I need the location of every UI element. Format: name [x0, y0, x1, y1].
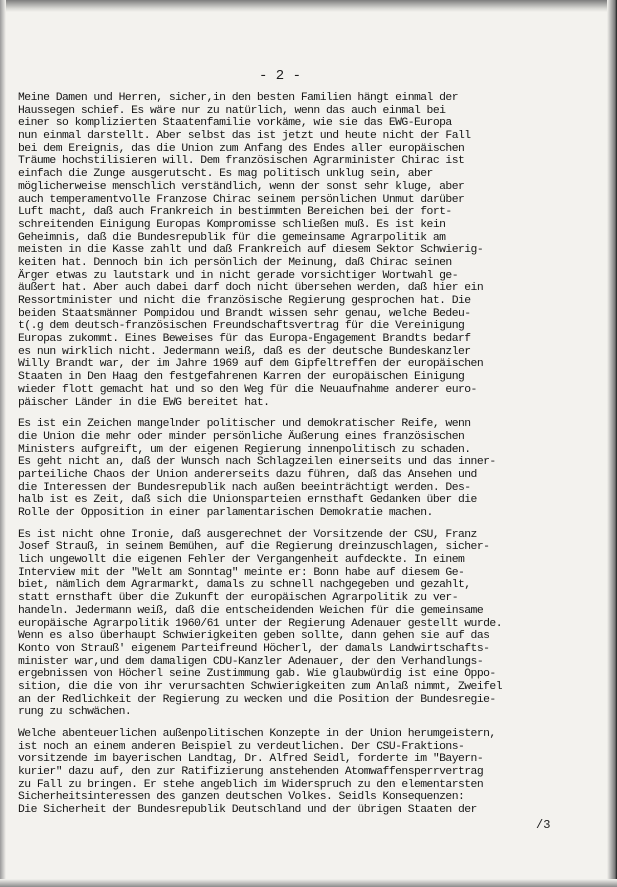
paragraph-2: [18, 418, 590, 520]
paragraph-4: [18, 728, 590, 817]
text-line: äußert hat. Aber auch dabei darf doch nicht übersehen werden, daß hier ein: [18, 282, 484, 295]
text-line: Ministers aufgreift, um der eigenen Regierung innenpolitisch zu schaden.: [18, 443, 471, 456]
text-line: parteiliche Chaos der Union andererseits dazu führen, daß das Ansehen und: [18, 468, 477, 481]
page-number: - 2 -: [258, 68, 301, 84]
text-line: möglicherweise menschlich verständlich, wenn der sonst sehr kluge, aber: [18, 180, 465, 193]
text-line: rung zu schwächen.: [18, 706, 132, 719]
text-line: ergebnissen von Höcherl seine Zustimmung gab. Wie glaubwürdig ist eine Oppo-: [18, 668, 496, 681]
text-line: Ärger etwas zu lautstark und in nicht gerade vorsichtiger Wortwahl ge-: [18, 269, 458, 282]
text-line: beiden Staatsmänner Pompidou und Brandt wissen sehr genau, welche Bedeu-: [18, 307, 471, 320]
text-line: Sicherheitsinteressen des ganzen deutschen Volkes. Seidls Konsequenzen:: [18, 791, 465, 804]
text-line: Rolle der Opposition in einer parlamentarischen Demokratie machen.: [18, 507, 433, 519]
text-line: es nun wirklich nicht. Jedermann weiß, daß es der deutsche Bundeskanzler: [18, 345, 471, 358]
text-line: wieder flott gemacht hat und so den Weg für die Neuaufnahme anderer euro-: [18, 383, 477, 396]
text-line: einfach die Zunge ausgerutscht. Es mag politisch unklug sein, aber: [18, 168, 433, 181]
text-line: Konto von Strauß' eigenem Parteifreund Höcherl, der damals Landwirtschafts-: [18, 642, 490, 655]
text-line: die Interessen der Bundesrepublik nach außen beeinträchtigt werden. Des-: [18, 481, 471, 494]
text-line: statt ernsthaft über die Zukunft der europäischen Agrarpolitik zu ver-: [18, 592, 458, 605]
paragraph-3: [18, 529, 590, 719]
text-line: Welche abenteuerlichen außenpolitischen Konzepte in der Union herumgeistern,: [18, 728, 496, 740]
text-line: einer so komplizierten Staatenfamilie vorkäme, wie sie das EWG-Europa: [18, 117, 452, 130]
text-line: Die Sicherheit der Bundesrepublik Deutschland und der übrigen Staaten der: [18, 804, 477, 817]
text-line: zu Fall zu bringen. Er stehe angeblich im Widerspruch zu den elementarsten: [18, 778, 484, 791]
text-line: auch temperamentvolle Franzose Chirac seinem persönlichen Unmut darüber: [18, 193, 465, 206]
text-line: kurier" dazu auf, den zur Ratifizierung anstehenden Atomwaffensperrvertrag: [18, 766, 484, 779]
continuation-marker: /3: [536, 818, 551, 832]
text-line: vorsitzende im bayerischen Landtag, Dr. Alfred Seidl, forderte im "Bayern-: [18, 753, 484, 766]
text-line: keiten hat. Dennoch bin ich persönlich der Meinung, daß Chirac seinen: [18, 256, 452, 269]
text-line: päischer Länder in die EWG bereitet hat.: [18, 396, 270, 409]
text-line: nun einmal darstellt. Aber selbst das ist jetzt und heute nicht der Fall: [18, 130, 471, 143]
text-line: t(.g dem deutsch-französischen Freundschaftsvertrag für die Vereinigung: [18, 320, 465, 333]
text-line: die Union die mehr oder minder persönliche Äußerung eines französischen: [18, 430, 465, 443]
text-line: Es ist nicht ohne Ironie, daß ausgerechnet der Vorsitzende der CSU, Franz: [18, 528, 477, 541]
text-line: Meine Damen und Herren, sicher,in den besten Familien hängt einmal der: [18, 92, 458, 104]
text-line: Ressortminister und nicht die französische Regierung gesprochen hat. Die: [18, 295, 471, 307]
text-line: Geheimnis, daß die Bundesrepublik für die gemeinsame Agrarpolitik am: [18, 231, 446, 244]
text-line: handeln. Jedermann weiß, daß die entscheidenden Weichen für die gemeinsame: [18, 604, 484, 617]
text-line: bei dem Ereignis, das die Union zum Anfang des Endes aller europäischen: [18, 142, 465, 155]
text-line: Haussegen schief. Es wäre nur zu natürlich, wenn das auch einmal bei: [18, 104, 446, 117]
scan-bottom-edge-shadow: [0, 879, 617, 887]
text-line: halb ist es Zeit, daß sich die Unionsparteien ernsthaft Gedanken über die: [18, 494, 477, 507]
text-line: ist noch an einem anderen Beispiel zu verdeutlichen. Der CSU-Fraktions-: [18, 740, 465, 753]
text-line: biet, nämlich dem Agrarmarkt, damals zu schnell nachgegeben und gezahlt,: [18, 579, 471, 592]
text-line: Staaten in Den Haag den festgefahrenen Karren der europäischen Einigung: [18, 371, 465, 384]
text-line: meisten in die Kasse zahlt und daß Frankreich auf diesem Sektor Schwierig-: [18, 244, 484, 257]
text-line: Es ist ein Zeichen mangelnder politischer und demokratischer Reife, wenn: [18, 418, 471, 431]
scan-right-edge-shadow: [607, 0, 617, 887]
text-line: minister war,und dem damaligen CDU-Kanzler Adenauer, der den Verhandlungs-: [18, 655, 484, 668]
text-line: Europas zukommt. Eines Beweises für das Europa-Engagement Brandts bedarf: [18, 333, 471, 346]
text-line: Josef Strauß, in seinem Bemühen, auf die Regierung dreinzuschlagen, sicher-: [18, 541, 490, 554]
text-line: Träume hochstilisieren will. Dem französischen Agrarminister Chirac ist: [18, 155, 465, 168]
text-line: europäische Agrarpolitik 1960/61 unter der Regierung Adenauer gestellt wurde.: [18, 617, 502, 630]
text-line: an der Redlichkeit der Regierung zu wecken und die Position der Bundesregie-: [18, 693, 496, 706]
scan-left-edge-shadow: [0, 0, 6, 887]
text-line: Willy Brandt war, der im Jahre 1969 auf dem Gipfeltreffen der europäischen: [18, 358, 484, 371]
text-line: Es geht nicht an, daß der Wunsch nach Schlagzeilen einerseits und das inner-: [18, 456, 496, 469]
document-body: [18, 92, 590, 826]
paragraph-1: [18, 92, 590, 409]
text-line: Luft macht, daß auch Frankreich in bestimmten Bereichen bei der fort-: [18, 206, 452, 219]
text-line: lich ungewollt die eigenen Fehler der Vergangenheit aufdeckte. In einem: [18, 554, 465, 567]
scan-top-edge-shadow: [0, 0, 617, 12]
text-line: sition, die die von ihr verursachten Schwierigkeiten zum Anlaß nimmt, Zweifel: [18, 680, 502, 693]
text-line: Interview mit der "Welt am Sonntag" meinte er: Bonn habe auf diesem Ge-: [18, 566, 465, 579]
text-line: schreitenden Einigung Europas Kompromisse schließen muß. Es ist kein: [18, 218, 446, 231]
text-line: Wenn es also überhaupt Schwierigkeiten geben sollte, dann gehen sie auf das: [18, 630, 490, 643]
